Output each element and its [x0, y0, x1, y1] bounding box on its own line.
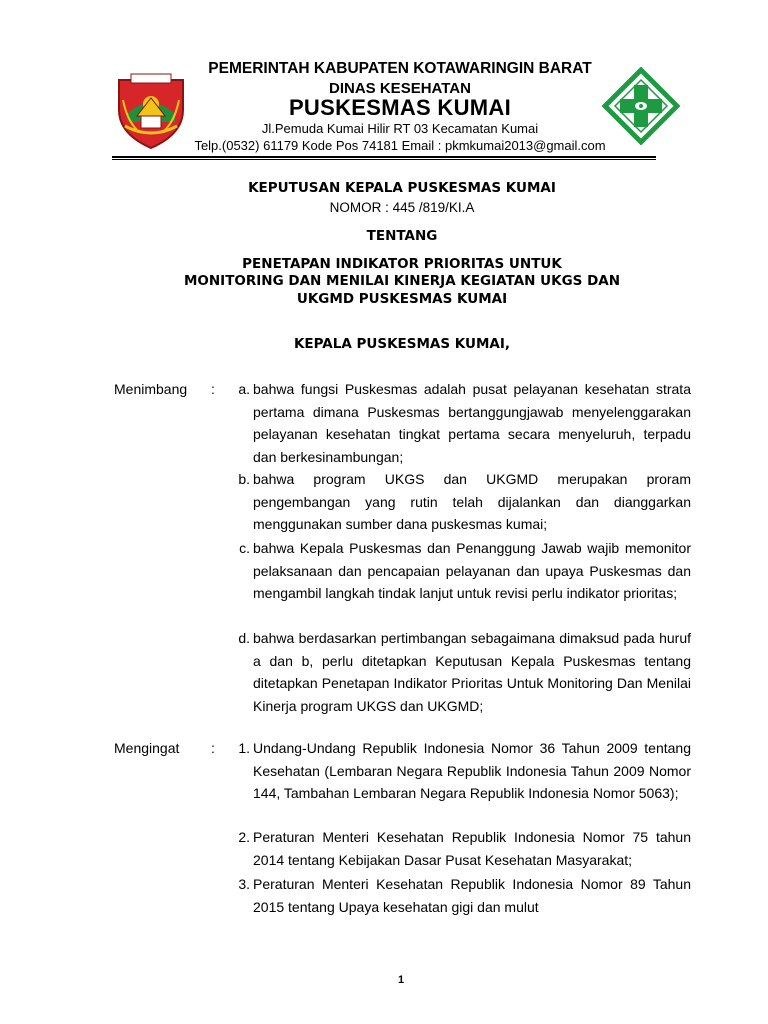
- letterhead-divider: [112, 156, 656, 158]
- menimbang-label: Menimbang: [114, 381, 188, 397]
- decree-title: KEPUTUSAN KEPALA PUSKESMAS KUMAI: [248, 180, 556, 196]
- mengingat-2-text: Peraturan Menteri Kesehatan Republik Indonesia Nomor 75 tahun 2014 tentang Kebijakan Dasar Pusat Kesehatan Masyarakat;: [253, 829, 691, 868]
- header-department: DINAS KESEHATAN: [329, 80, 471, 97]
- letterhead-divider-thin: [112, 159, 656, 160]
- mengingat-3-marker: 3.: [238, 876, 250, 892]
- menimbang-colon: :: [211, 381, 215, 397]
- mengingat-2-marker: 2.: [238, 829, 250, 845]
- mengingat-1-text: Undang-Undang Republik Indonesia Nomor 36 Tahun 2009 tentang Kesehatan (Lembaran Negara Republik Indonesia Tahun 2009 Nomor 144, Tambahan Lembaran Negara Republik Indonesia Nomor 5063);: [253, 740, 691, 801]
- decree-subject-line2: MONITORING DAN MENILAI KINERJA KEGIATAN UKGS DAN: [183, 273, 621, 289]
- decree-issuer: KEPALA PUSKESMAS KUMAI,: [293, 336, 511, 352]
- mengingat-3-text: Peraturan Menteri Kesehatan Republik Indonesia Nomor 89 Tahun 2015 tentang Upaya kesehatan gigi dan mulut: [253, 876, 691, 915]
- menimbang-b-marker: b.: [238, 471, 250, 487]
- page-number: 1: [397, 974, 405, 986]
- menimbang-a-text: bahwa fungsi Puskesmas adalah pusat pelayanan kesehatan strata pertama dimana Puskesmas bertanggungjawab menyelenggarakan pelayanan kesehatan tingkat pertama secara menyeluruh, terpadu dan berkesinambungan;: [253, 381, 691, 465]
- decree-subject-line3: UKGMD PUSKESMAS KUMAI: [296, 291, 508, 307]
- menimbang-d-marker: d.: [238, 630, 250, 646]
- header-contact: Telp.(0532) 61179 Kode Pos 74181 Email : pkmkumai2013@gmail.com: [194, 138, 606, 153]
- decree-subject-line1: PENETAPAN INDIKATOR PRIORITAS UNTUK: [242, 256, 562, 272]
- menimbang-a-marker: a.: [238, 381, 250, 397]
- mengingat-label: Mengingat: [114, 740, 180, 756]
- mengingat-colon: :: [211, 740, 215, 756]
- decree-number: NOMOR : 445 /819/KI.A: [329, 200, 475, 215]
- header-government: PEMERINTAH KABUPATEN KOTAWARINGIN BARAT: [208, 60, 592, 77]
- mengingat-1-marker: 1.: [238, 740, 250, 756]
- menimbang-c-marker: c.: [239, 540, 250, 556]
- decree-about: TENTANG: [366, 228, 438, 244]
- menimbang-d-text: bahwa berdasarkan pertimbangan sebagaimana dimaksud pada huruf a dan b, perlu ditetapkan Keputusan Kepala Puskesmas tentang ditetapkan Penetapan Indikator Prioritas Untuk Monitoring Dan Menilai Kinerja program UKGS dan UKGMD;: [253, 630, 691, 714]
- header-puskesmas-name: PUSKESMAS KUMAI: [288, 95, 512, 120]
- header-address: Jl.Pemuda Kumai Hilir RT 03 Kecamatan Kumai: [261, 121, 539, 136]
- menimbang-c-text: bahwa Kepala Puskesmas dan Penanggung Jawab wajib memonitor pelaksanaan dan pencapaian pelayanan dan upaya Puskesmas dan mengambil langkah tindak lanjut untuk revisi perlu indikator prioritas;: [253, 540, 691, 601]
- menimbang-b-text: bahwa program UKGS dan UKGMD merupakan proram pengembangan yang rutin telah dijalankan dan dianggarkan menggunakan sumber dana puskesmas kumai;: [253, 471, 691, 532]
